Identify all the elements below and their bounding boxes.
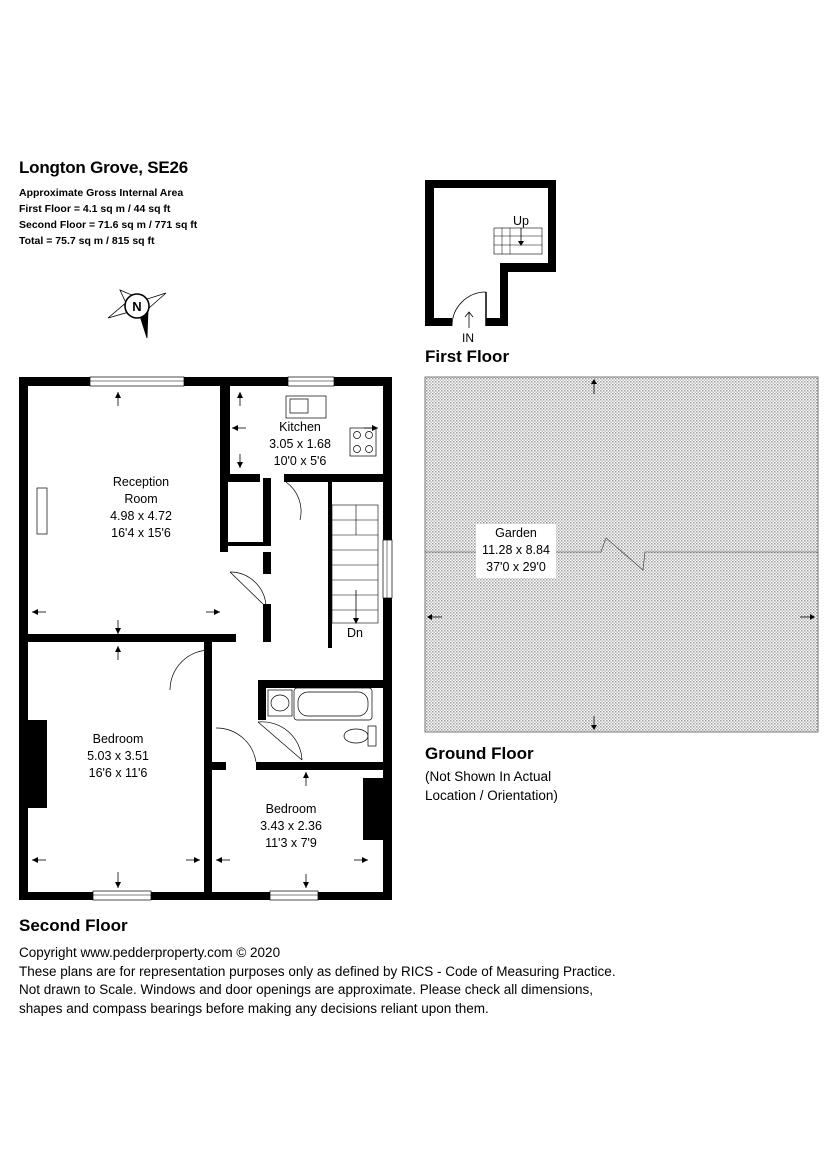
area-heading: Approximate Gross Internal Area	[19, 187, 184, 199]
area-first-floor: First Floor = 4.1 sq m / 44 sq ft	[19, 203, 171, 215]
bedroom2-room-label	[260, 801, 322, 852]
kitchen-room-label	[269, 419, 331, 470]
kitchen-imperial: 10'0 x 5'6	[273, 454, 327, 468]
bedroom2-imperial: 11'3 x 7'9	[265, 836, 317, 850]
second-floor-stairs-label: Dn	[347, 626, 363, 640]
ground-floor-label: Ground Floor	[425, 744, 534, 763]
bedroom1-name: Bedroom	[92, 732, 144, 746]
property-title: Longton Grove, SE26	[19, 158, 189, 177]
bedroom2-metric: 3.43 x 2.36	[260, 819, 322, 833]
footer-line-3: Not drawn to Scale. Windows and door openings are approximate. Please check all dimensions,	[19, 982, 594, 997]
kitchen-metric: 3.05 x 1.68	[269, 437, 331, 451]
second-floor-label: Second Floor	[19, 916, 128, 935]
bedroom2-name: Bedroom	[265, 802, 317, 816]
garden-room-label	[482, 525, 550, 576]
garden-metric: 11.28 x 8.84	[482, 543, 550, 557]
footer-line-2: These plans are for representation purposes only as defined by RICS - Code of Measuring Practice.	[19, 963, 616, 979]
reception-name-line2: Room	[124, 492, 158, 506]
footer-disclaimer	[19, 944, 616, 1018]
first-floor-stairs-label: Up	[513, 214, 529, 228]
kitchen-name: Kitchen	[279, 420, 321, 434]
area-second-floor: Second Floor = 71.6 sq m / 771 sq ft	[19, 219, 198, 231]
ground-floor-note-line1: (Not Shown In Actual	[425, 769, 552, 784]
bedroom1-metric: 5.03 x 3.51	[87, 749, 149, 763]
bedroom1-room-label	[87, 731, 149, 782]
entrance-label: IN	[462, 331, 474, 345]
reception-metric: 4.98 x 4.72	[110, 509, 172, 523]
area-total: Total = 75.7 sq m / 815 sq ft	[19, 235, 155, 247]
footer-line-4: shapes and compass bearings before making any decisions reliant upon them.	[19, 1000, 489, 1016]
second-floor-plan	[19, 377, 392, 900]
reception-imperial: 16'4 x 15'6	[111, 526, 171, 540]
garden-imperial: 37'0 x 29'0	[486, 560, 546, 574]
footer-copyright: Copyright www.pedderproperty.com © 2020	[19, 945, 281, 960]
garden-name: Garden	[495, 526, 537, 540]
ground-floor-note-line2: Location / Orientation)	[425, 788, 558, 803]
first-floor-plan	[425, 180, 556, 328]
first-floor-label: First Floor	[425, 347, 510, 366]
compass-label: N	[132, 299, 142, 314]
reception-name-line1: Reception	[112, 475, 170, 489]
reception-room-label	[110, 474, 172, 542]
bedroom1-imperial: 16'6 x 11'6	[88, 766, 148, 780]
compass-icon	[108, 290, 166, 338]
